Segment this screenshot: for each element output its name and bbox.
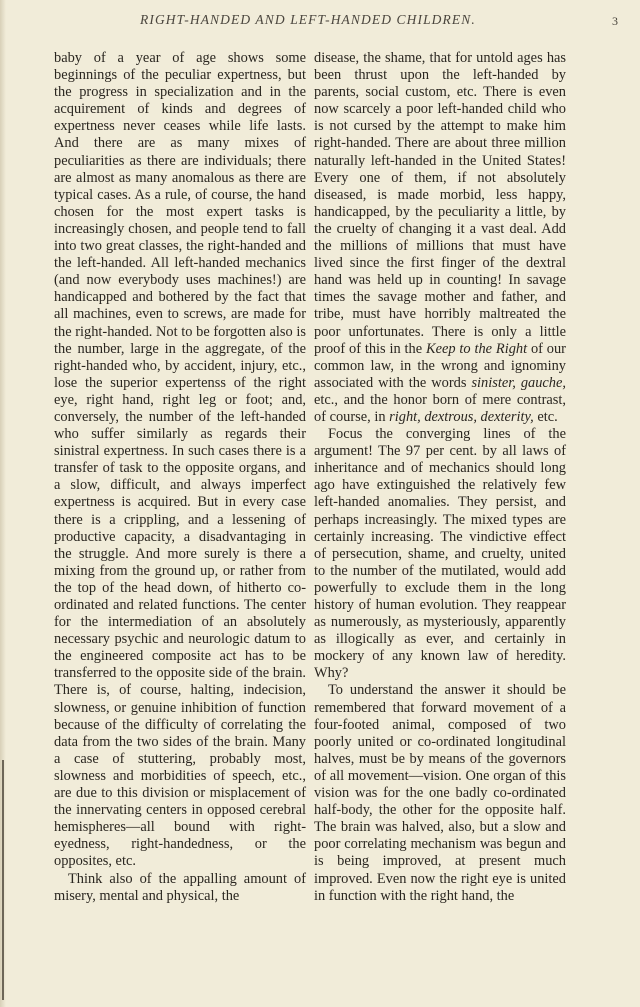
paragraph: Focus the converging lines of the argument! The 97 per cent. by all laws of inheritance and of mechanics should long ago have extinguished the relatively few left-handed anomalies. They persist, and perhaps increasingly. The mixed types are certainly increasing. The vindictive effect of persecution, shame, and cruelty, united to the number of the mutilated, would add powerfully to exclude them in the long history of human evolution. They reappear as numerously, as mysteriously, apparently as illogically as ever, and certainly in mockery of any known law of heredity. Why? [314, 426, 566, 682]
paragraph: baby of a year of age shows some beginnings of the peculiar expertness, but the progress in specialization and in the acquirement of kinds and degrees of expertness never ceases while life lasts. And there are as many mixes of peculiarities as there are individuals; there are almost as many anomalous as there are typical cases. As a rule, of course, the hand chosen for the most expert tasks is increasingly chosen, and people tend to fall into two great classes, the right-handed and the left-handed. All left-handed mechanics (and now everybody uses machines!) are handicapped and bothered by the fact that all machines, even to screws, are made for the right-handed. Not to be forgotten also is the number, large in the aggregate, of the right-handed who, by accident, injury, etc., lose the superior expertenss of the right eye, right hand, right leg or foot; and, conversely, the number of the left-handed who suffer similarly as regards their sinistral expertness. In such cases there is a transfer of task to the opposite organs, and a slow, difficult, and always imperfect expertness is acquired. But in every case there is a crippling, and a lessening of productive capacity, a disadvantaging in the struggle. And more surely is there a mixing from the ground up, or rather from the top of the head down, of hitherto co-ordinated and related functions. The center for the intermediation of an absolutely necessary psychic and neurologic datum to the engineered composite act has to be transferred to the opposite side of the brain. There is, of course, halting, indecision, slowness, or genuine inhibition of function because of the difficulty of correlating the data from the two sides of the brain. Many a case of stuttering, probably most, slowness and morbidities of speech, etc., are due to this division or misplacement of the innervating centers in opposed cerebral hemispheres—all bound with right-eyedness, right-handedness, or the opposites, etc. [54, 50, 306, 870]
left-column [54, 50, 306, 905]
text-run: of our common law, in the wrong and ignominy associated with the words [314, 340, 566, 391]
italic-phrase: sinister, gauche, [471, 374, 566, 391]
binding-mark [2, 760, 4, 1000]
italic-phrase: right, dextrous, dexterity, [389, 408, 534, 425]
italic-phrase: Keep to the Right [426, 340, 528, 357]
right-column [314, 50, 566, 905]
text-run: disease, the shame, that for untold ages has been thrust upon the left-handed by parents, social custom, etc. There is even now scarcely a poor left-handed child who is not cursed by the attempt to make him right-handed. There are about three million naturally left-handed in the United States! Every one of them, if not absolutely diseased, is made morbid, less happy, handicapped, by the peculiarity a little, by the cruelty of changing it a vast deal. Add the millions of millions that must have lived since the first finger of the dextral hand was held up in counting! In savage times the savage mother and father, and tribe, must have horribly maltreated the poor unfortunates. There is only a little proof of this in the [314, 50, 566, 357]
text-run: etc. [537, 408, 558, 425]
paragraph [314, 50, 566, 426]
page-number: 3 [612, 14, 618, 28]
running-head: RIGHT-HANDED AND LEFT-HANDED CHILDREN. [140, 12, 476, 27]
paragraph: To understand the answer it should be remembered that forward movement of a four-footed animal, composed of two poorly united or co-ordinated longitudinal halves, must be by means of the governors of all movement—vision. One organ of this vision was for the one badly co-ordinated half-body, the other for the opposite half. The brain was halved, also, but a slow and poor correlating mechanism was begun and is being improved, at present much improved. Even now the right eye is united in function with the right hand, the [314, 682, 566, 904]
text-run: etc., and the honor born of mere contrast, of course, in [314, 391, 566, 425]
paragraph: Think also of the appalling amount of misery, mental and physical, the [54, 870, 306, 904]
page-header [0, 12, 640, 32]
